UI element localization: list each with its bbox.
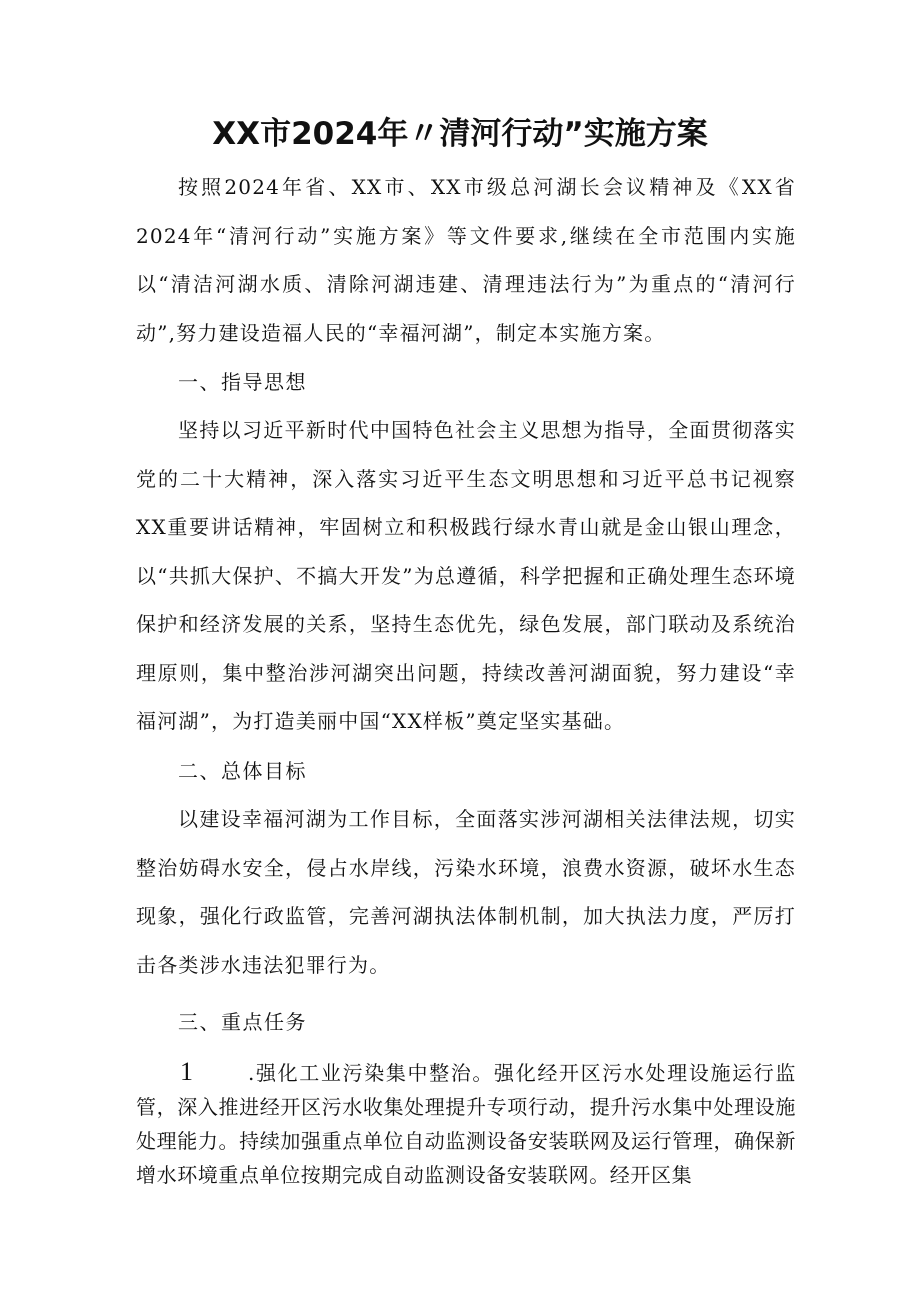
guiding-ideology-paragraph: 坚持以习近平新时代中国特色社会主义思想为指导，全面贯彻落实党的二十大精神，深入落实习近平生态文明思想和习近平总书记视察XX重要讲话精神，牢固树立和积极践行绿水青山就是金山银山理念，以“共抓大保护、不搞大开发”为总遵循，科学把握和正确处理生态环境保护和经济发展的关系，坚持生态优先，绿色发展，部门联动及系统治理原则，集中整治涉河湖突出问题，持续改善河湖面貌，努力建设“幸福河湖”，为打造美丽中国“XX样板”奠定坚实基础。 bbox=[136, 418, 796, 733]
key-task-item-number: 1 bbox=[180, 1057, 194, 1086]
section-heading-overall-goal: 二、总体目标 bbox=[178, 759, 307, 783]
overall-goal-paragraph: 以建设幸福河湖为工作目标，全面落实涉河湖相关法律法规，切实整治妨碍水安全，侵占水岸线，污染水环境，浪费水资源，破坏水生态现象，强化行政监管，完善河湖执法体制机制，加大执法力度，严厉打击各类涉水违法犯罪行为。 bbox=[136, 807, 796, 977]
section-heading-guiding-ideology: 一、指导思想 bbox=[178, 370, 307, 394]
intro-paragraph: 按照2024年省、XX市、XX市级总河湖长会议精神及《XX省2024年“清河行动”实施方案》等文件要求,继续在全市范围内实施以“清洁河湖水质、清除河湖违建、清理违法行为”为重点的“清河行动”,努力建设造福人民的“幸福河湖”，制定本实施方案。 bbox=[136, 175, 796, 345]
key-task-item-text: .强化工业污染集中整治。强化经开区污水处理设施运行监管，深入推进经开区污水收集处理提升专项行动，提升污水集中处理设施处理能力。持续加强重点单位自动监测设备安装联网及运行管理，确保新增水环境重点单位按期完成自动监测设备安装联网。经开区集 bbox=[136, 1061, 796, 1187]
key-task-item-1 bbox=[136, 1055, 796, 1192]
section-heading-key-tasks: 三、重点任务 bbox=[178, 1010, 307, 1034]
document-title: XX市2024年〃清河行动”实施方案 bbox=[212, 116, 708, 152]
